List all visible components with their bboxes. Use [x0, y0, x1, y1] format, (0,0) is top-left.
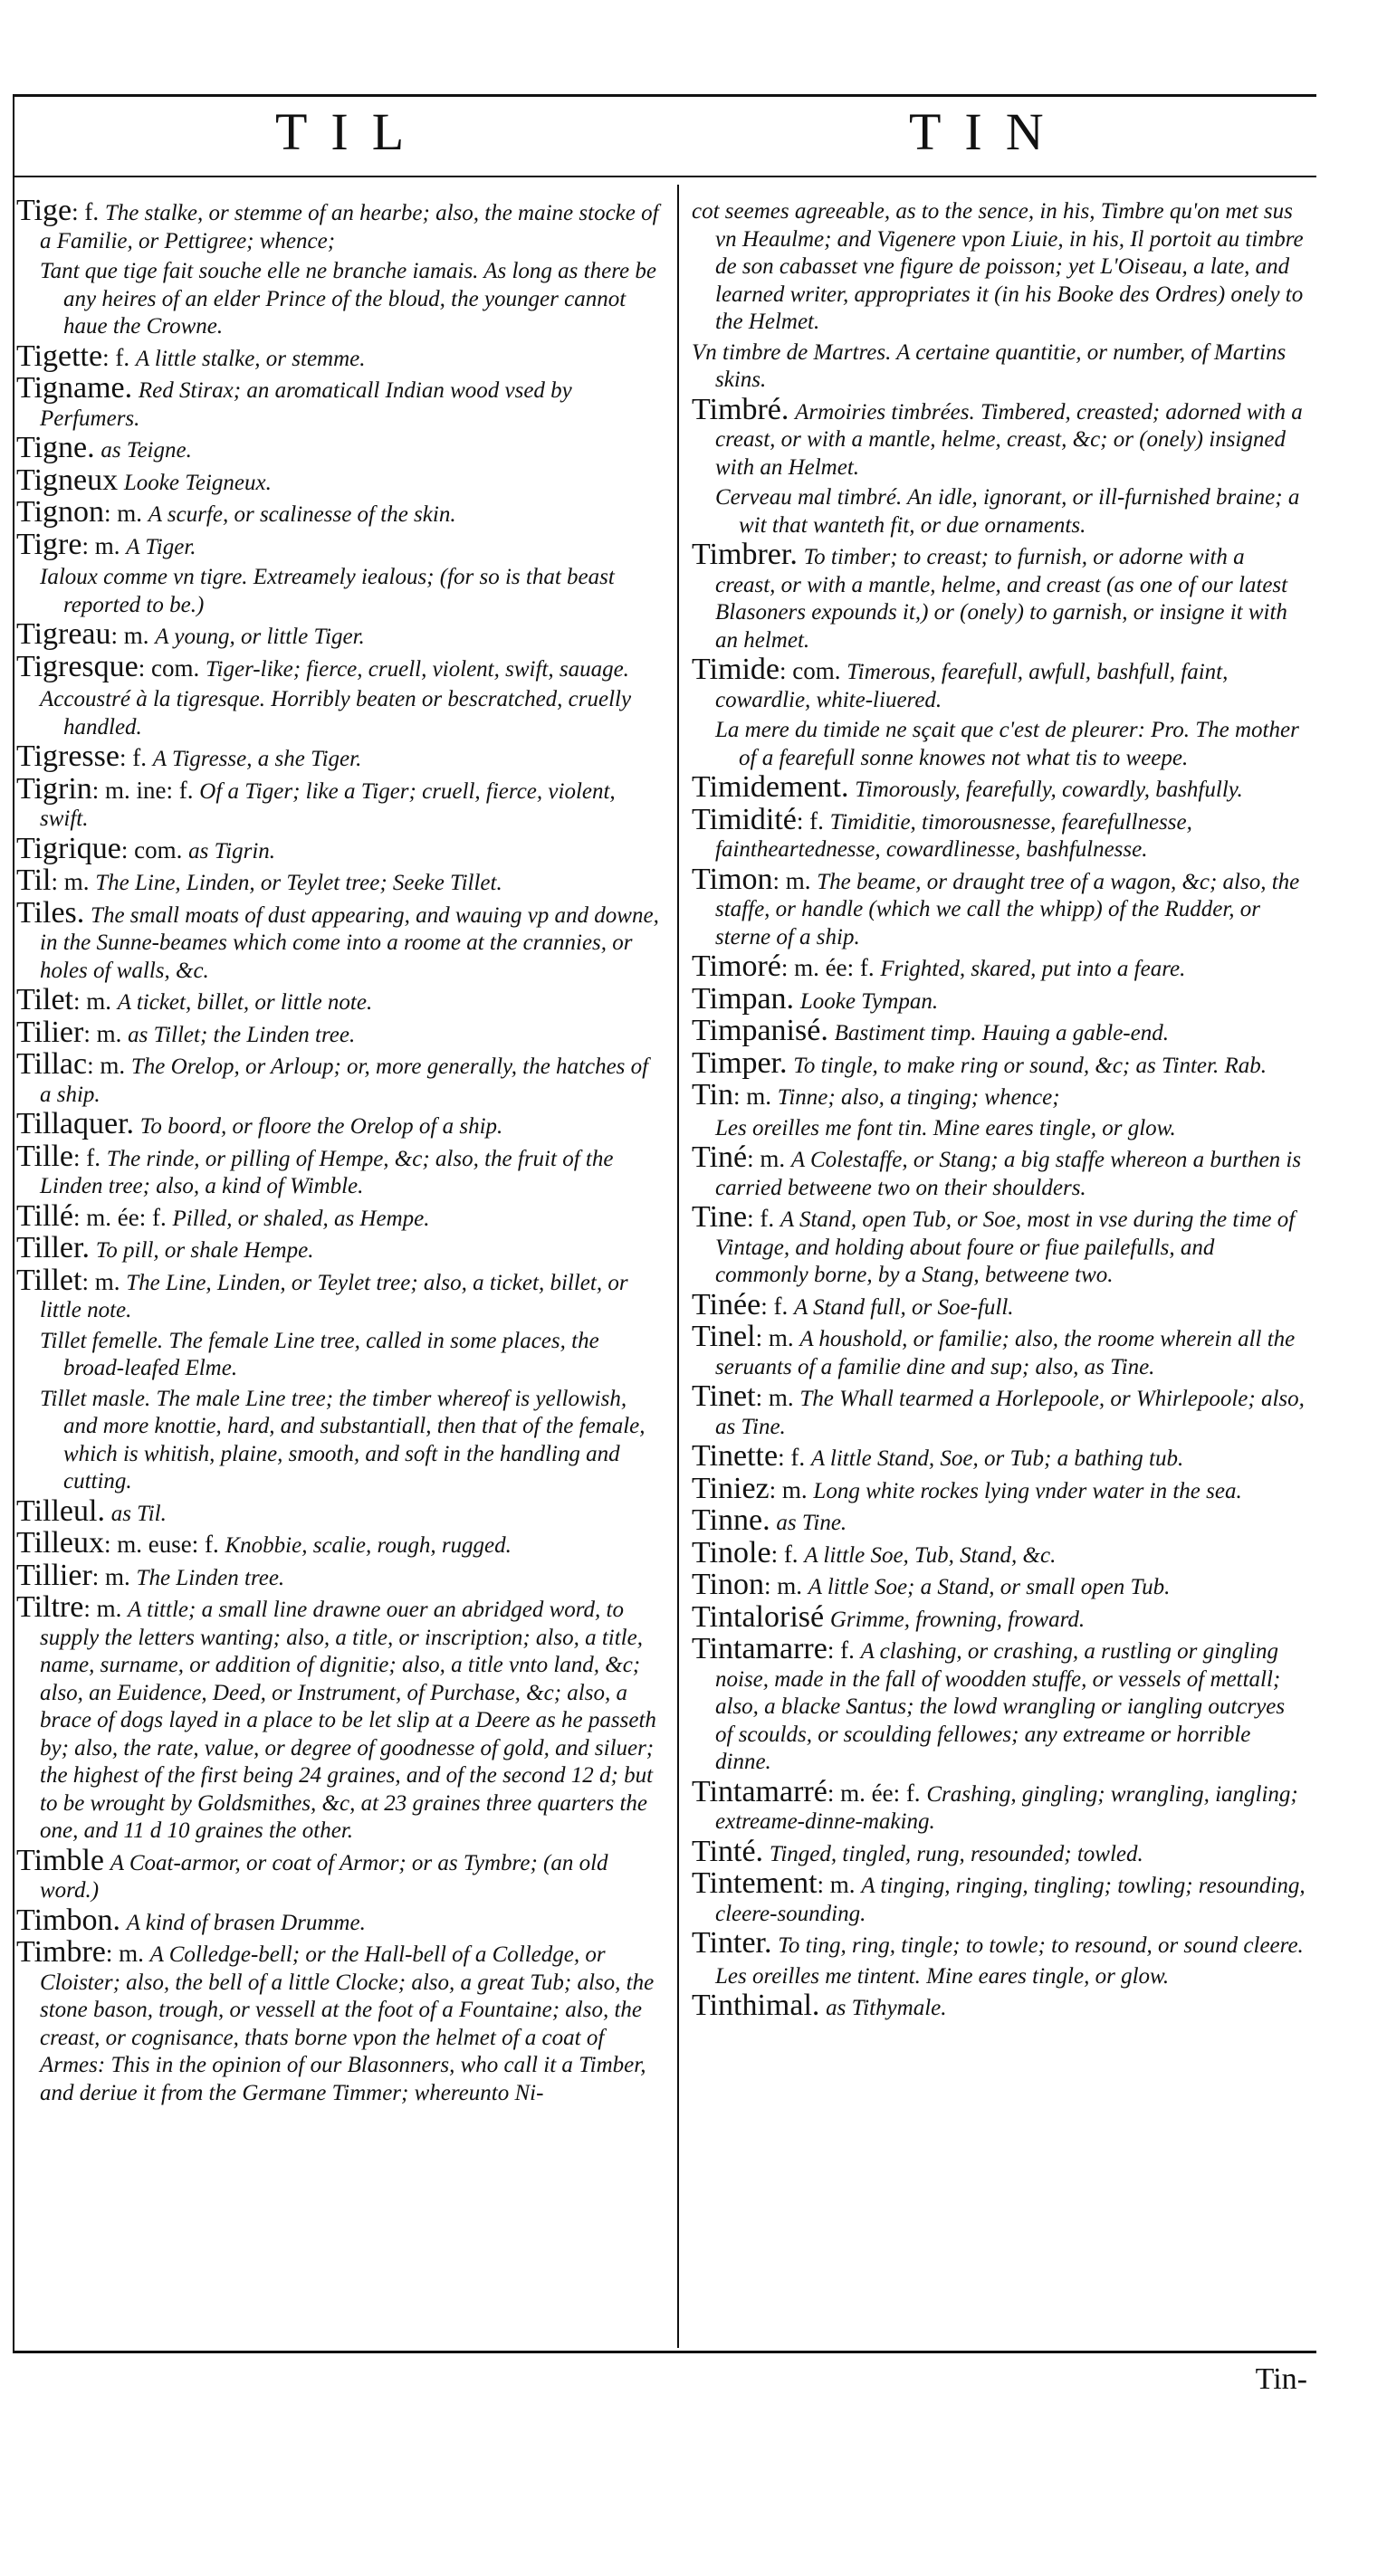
grammar-label: : m. — [105, 1940, 144, 1967]
definition: Tinged, tingled, rung, resounded; towled. — [769, 1841, 1143, 1866]
dictionary-entry — [16, 431, 663, 464]
dictionary-entry — [16, 1015, 663, 1049]
definition: Bastiment timp. Hauing a gable-end. — [834, 1021, 1169, 1045]
headword: Tillé — [16, 1198, 74, 1233]
definition: The small moats of dust appearing, and wauing vp and downe, in the Sunne-beames which come into a roome at the crannies, or holes of walls, &c. — [40, 902, 659, 983]
headword: Timidité — [692, 802, 797, 836]
grammar-label: : m. — [81, 1267, 120, 1295]
definition: Tillet femelle. The female Line tree, called in some places, the broad-leafed Elme. — [40, 1328, 599, 1380]
grammar-label: : m. — [769, 1475, 808, 1503]
definition: Frighted, skared, put into a feare. — [880, 957, 1186, 981]
definition: A houshold, or familie; also, the roome wherein all the seruants of a familie dine and sup; also, as Tine. — [715, 1327, 1296, 1379]
dictionary-entry — [16, 617, 663, 651]
headword: Timpan. — [692, 981, 795, 1016]
dictionary-entry — [16, 983, 663, 1016]
dictionary-entry — [16, 1107, 663, 1140]
grammar-label: : f. — [747, 1205, 775, 1232]
dictionary-entry — [692, 1114, 1307, 1142]
dictionary-entry — [16, 1558, 663, 1592]
page-frame — [13, 94, 1316, 2396]
dictionary-entry — [16, 527, 663, 561]
definition: To boord, or floore the Orelop of a ship. — [139, 1114, 503, 1139]
definition: The beame, or draught tree of a wagon, &c; also, the staffe, or handle (which we call the whipp) of the Rudder, or sterne of a ship. — [715, 869, 1300, 949]
dictionary-entry — [16, 463, 663, 497]
headword: Tiles. — [16, 895, 85, 930]
definition: To timber; to creast; to furnish, or adorne with a creast, or with a mantle, helme, and creast (as one of our latest Blasoners expounds it,) or (onely) to garnish, or insigne it with an helmet. — [715, 545, 1288, 653]
definition: Tiger-like; fierce, cruell, violent, swift, sauage. — [206, 656, 629, 682]
dictionary-entry — [692, 392, 1307, 482]
dictionary-entry — [16, 649, 663, 683]
grammar-label: : f. — [760, 1292, 789, 1320]
grammar-label: : m. euse: f. — [104, 1531, 219, 1558]
definition: The Line, Linden, or Teylet tree; Seeke Tillet. — [95, 871, 502, 895]
headword: Tinole — [692, 1535, 771, 1569]
grammar-label: : f. — [120, 744, 147, 771]
definition: Red Stirax; an aromaticall Indian wood vsed by Perfumers. — [40, 378, 572, 431]
headword: Tin — [692, 1078, 734, 1111]
definition: A little Soe; a Stand, or small open Tub. — [808, 1575, 1171, 1599]
grammar-label: : m. ée: f. — [73, 1203, 167, 1231]
running-head-right: TIN — [909, 102, 1067, 161]
dictionary-entry — [16, 895, 663, 985]
definition: A Coat-armor, or coat of Armor; or as Tymbre; (an old word.) — [40, 1850, 608, 1903]
dictionary-entry — [16, 1493, 663, 1528]
headword: Til — [16, 863, 52, 897]
dictionary-entry — [692, 538, 1307, 654]
definition: Cerveau mal timbré. An idle, ignorant, or ill-furnished braine; a wit that wanteth fit, or due ornaments. — [715, 485, 1300, 538]
dictionary-entry — [16, 1327, 663, 1382]
dictionary-entry — [16, 371, 663, 432]
dictionary-entry — [16, 1231, 663, 1264]
headword: Tiller. — [16, 1231, 90, 1264]
definition: The Line, Linden, or Teylet tree; also, a ticket, billet, or little note. — [40, 1270, 628, 1322]
header-rule — [13, 176, 1316, 177]
headword: Timbré. — [692, 392, 789, 426]
dictionary-entry — [692, 1200, 1307, 1289]
headword: Timper. — [692, 1045, 788, 1080]
dictionary-entry — [692, 1471, 1307, 1505]
grammar-label: : m. — [733, 1083, 772, 1110]
headword: Tinter. — [692, 1926, 772, 1960]
definition: Armoiries timbrées. Timbered, creasted; adorned with a creast, or with a mantle, helme, creast, &c; or (onely) insigned with an Helmet. — [715, 399, 1303, 480]
running-head-left: TIL — [275, 102, 428, 161]
definition: cot seemes agreeable, as to the sence, in his, Timbre qu'on met sus vn Heaulme; and Vigenere vpon Liuie, in his, Il portoit au timbre de son cabasset vne figure de poisson; yet L'Oiseau, a late, and learned writer, appropriates it (in his Booke des Ordres) onely to the Helmet. — [692, 199, 1304, 334]
headword: Tillaquer. — [16, 1107, 135, 1140]
grammar-label: : com. — [120, 835, 183, 863]
left-border — [13, 94, 14, 2353]
dictionary-entry — [692, 981, 1307, 1016]
grammar-label: : m. — [755, 1384, 794, 1411]
dictionary-entry — [692, 1379, 1307, 1440]
catchword: Tin- — [1255, 2362, 1307, 2396]
dictionary-entry — [692, 1287, 1307, 1321]
dictionary-entry — [16, 1935, 663, 2106]
definition: as Til. — [110, 1501, 167, 1526]
grammar-label: : m. — [104, 500, 143, 527]
definition: A tinging, ringing, tingling; towling; resounding, cleere-sounding. — [715, 1874, 1306, 1926]
headword: Tigette — [16, 339, 103, 373]
dictionary-entry — [16, 1198, 663, 1233]
dictionary-entry — [16, 1385, 663, 1495]
definition: A Tigresse, a she Tiger. — [152, 747, 362, 771]
definition: A young, or little Tiger. — [155, 625, 365, 649]
headword: Tigname. — [16, 371, 133, 405]
dictionary-entry — [692, 862, 1307, 951]
definition: as Teigne. — [100, 438, 192, 463]
dictionary-entry — [692, 1834, 1307, 1868]
dictionary-entry — [692, 1989, 1307, 2022]
dictionary-entry — [692, 802, 1307, 863]
headword: Timpanisé. — [692, 1014, 828, 1047]
definition: A ticket, billet, or little note. — [117, 990, 373, 1015]
headword: Timble — [16, 1843, 105, 1877]
dictionary-entry — [16, 257, 663, 340]
dictionary-entry — [692, 1774, 1307, 1836]
definition: A Stand, open Tub, or Soe, most in vse during the time of Vintage, and holding about foure or fiue pailefulls, and commonly borne, by a Stang, betweene two. — [715, 1207, 1296, 1287]
dictionary-entry — [692, 1045, 1307, 1080]
headword: Tigneux — [16, 463, 119, 497]
definition: The Whall tearmed a Horlepoole, or Whirlepoole; also, as Tine. — [715, 1387, 1305, 1439]
headword: Tigne. — [16, 431, 95, 464]
dictionary-entry — [16, 495, 663, 529]
right-column — [692, 197, 1307, 2342]
headword: Tiniez — [692, 1471, 770, 1505]
definition: To tingle, to make ring or sound, &c; as Tinter. Rab. — [793, 1053, 1267, 1078]
bottom-rule — [13, 2351, 1316, 2353]
grammar-label: : f. — [796, 806, 824, 835]
top-rule — [13, 94, 1316, 97]
dictionary-entry — [16, 1047, 663, 1108]
definition: as Tine. — [776, 1511, 847, 1535]
dictionary-entry — [692, 1503, 1307, 1537]
headword: Tinon — [692, 1568, 765, 1601]
headword: Tilet — [16, 983, 74, 1016]
headword: Tinthimal. — [692, 1989, 820, 2022]
dictionary-entry — [16, 771, 663, 833]
definition: Ialoux comme vn tigre. Extreamely iealous; (for so is that beast reported to be.) — [40, 565, 615, 617]
dictionary-entry — [692, 1320, 1307, 1380]
definition: A clashing, or crashing, a rustling or gingling noise, made in the fall of woodden stuffe, or vessels of mettall; also, a blacke Santus; the lowd wrangling or iangling outcryes of scoulds, or scoulding fellowes; any extreame or horrible dinne. — [715, 1639, 1286, 1774]
dictionary-entry — [692, 1078, 1307, 1111]
definition: To pill, or shale Hempe. — [95, 1238, 314, 1263]
definition: A scurfe, or scalinesse of the skin. — [148, 502, 456, 527]
dictionary-entry — [16, 1843, 663, 1904]
headword: Timbrer. — [692, 538, 798, 571]
headword: Tintalorisé — [692, 1599, 825, 1634]
dictionary-entry — [692, 1014, 1307, 1047]
grammar-label: : f. — [72, 198, 100, 225]
dictionary-entry — [16, 1263, 663, 1324]
definition: To ting, ring, tingle; to towle; to resound, or sound cleere. — [778, 1933, 1304, 1958]
dictionary-entry — [16, 563, 663, 618]
definition: Of a Tiger; like a Tiger; cruell, fierce, violent, swift. — [40, 778, 616, 831]
column-divider — [677, 185, 679, 2348]
definition: Pilled, or shaled, as Hempe. — [172, 1206, 430, 1231]
definition: as Tithymale. — [826, 1996, 947, 2020]
definition: The stalke, or stemme of an hearbe; also, the maine stocke of a Familie, or Pettigree; whence; — [40, 201, 659, 253]
dictionary-entry — [692, 1439, 1307, 1473]
definition: A Tiger. — [126, 534, 196, 559]
dictionary-entry — [692, 1866, 1307, 1927]
grammar-label: : f. — [770, 1540, 799, 1568]
definition: as Tigrin. — [188, 838, 276, 863]
grammar-label: : f. — [827, 1636, 855, 1664]
dictionary-entry — [692, 1632, 1307, 1776]
headword: Tiltre — [16, 1590, 84, 1624]
definition: Crashing, gingling; wrangling, iangling; extreame-dinne-making. — [715, 1781, 1298, 1834]
dictionary-entry — [692, 1926, 1307, 1960]
dictionary-entry — [16, 831, 663, 865]
headword: Tiné — [692, 1140, 748, 1174]
definition: A tittle; a small line drawne ouer an abridged word, to supply the letters wanting; also, a title, or inscription; also, a title, name, surname, or addition of dignitie; also, a title vnto land, &c; also, an Euidence, Deed, or Instrument, of Purchase, &c; also, a brace of dogs layed in a place to be let slip at a Deere as he passeth by; also, the rate, value, or degree of goodnesse of gold, and siluer; the highest of the first being 24 graines, and of the second 12 d; but to be wrought by Goldsmithes, &c, at 23 graines three quarters the one, and 11 d 10 graines the other. — [40, 1598, 656, 1843]
definition: La mere du timide ne sçait que c'est de pleurer: Pro. The mother of a fearefull sonne knowes not what tis to weepe. — [715, 718, 1299, 770]
definition: Les oreilles me font tin. Mine eares tingle, or glow. — [715, 1115, 1176, 1140]
definition: The Orelop, or Arloup; or, more generally, the hatches of a ship. — [40, 1054, 649, 1107]
dictionary-entry — [692, 1962, 1307, 1990]
headword: Timidement. — [692, 770, 849, 804]
definition: The rinde, or pilling of Hempe, &c; also, the fruit of the Linden tree; also, a kind of Wimble. — [40, 1146, 614, 1198]
headword: Tilier — [16, 1015, 84, 1049]
grammar-label: : m. — [51, 868, 90, 895]
grammar-label: : m. — [91, 1562, 130, 1590]
grammar-label: : m. — [83, 1019, 122, 1047]
definition: as Tillet; the Linden tree. — [128, 1022, 356, 1047]
grammar-label: : com. — [138, 654, 200, 682]
definition: Long white rockes lying vnder water in the sea. — [813, 1478, 1242, 1503]
headword: Tigresque — [16, 649, 139, 683]
dictionary-entry — [692, 653, 1307, 713]
headword: Tigrique — [16, 831, 121, 865]
definition: A Colestaffe, or Stang; a big staffe whereon a burthen is carried betweene two on their shoulders. — [715, 1148, 1302, 1200]
definition: Tant que tige fait souche elle ne branche iamais. As long as there be any heires of an elder Prince of the bloud, the younger cannot haue the Crowne. — [40, 259, 656, 339]
headword: Timide — [692, 653, 780, 686]
headword: Tillet — [16, 1263, 82, 1297]
definition: A Colledge-bell; or the Hall-bell of a Colledge, or Cloister; also, the bell of a little Clocke; also, a great Tub; also, the stone bason, trough, or vessell at the foot of a Fountaine; also, the creast, or cognisance, thats borne vpon the helmet of a coat of Armes: This in the opinion of our Blasonners, who call it a Timber, and deriue it from the Germane Timmer; whereunto Ni- — [40, 1942, 655, 2105]
headword: Tillac — [16, 1047, 88, 1081]
dictionary-entry — [692, 770, 1307, 804]
grammar-label: : m. ée: f. — [827, 1779, 921, 1807]
grammar-label: : m. — [764, 1572, 803, 1599]
grammar-label: : m. — [772, 866, 811, 894]
definition: A little Soe, Tub, Stand, &c. — [804, 1542, 1057, 1568]
headword: Tige — [16, 197, 72, 227]
grammar-label: : f. — [102, 343, 130, 371]
definition: Tillet masle. The male Line tree; the timber whereof is yellowish, and more knottie, hard, and substantiall, then that of the female, which is whitish, plaine, smooth, and soft in the handling and cutting. — [40, 1386, 646, 1493]
headword: Tintamarré — [692, 1774, 827, 1808]
definition: Looke Teigneux. — [123, 470, 272, 495]
dictionary-entry — [692, 1599, 1307, 1634]
headword: Tintement — [692, 1866, 818, 1900]
definition: A kind of brasen Drumme. — [126, 1910, 366, 1935]
grammar-label: : m. — [87, 1052, 126, 1079]
dictionary-entry — [692, 1535, 1307, 1569]
definition: Accoustré à la tigresque. Horribly beaten or bescratched, cruelly handled. — [40, 687, 632, 739]
dictionary-entry — [16, 1903, 663, 1937]
headword: Tinette — [692, 1439, 779, 1473]
definition: Timorously, fearefully, cowardly, bashfully. — [855, 778, 1243, 802]
dictionary-entry — [692, 339, 1307, 394]
headword: Tille — [16, 1139, 74, 1173]
left-column — [16, 197, 663, 2342]
definition: Looke Tympan. — [799, 988, 939, 1014]
dictionary-entry — [16, 1590, 663, 1845]
dictionary-entry — [16, 685, 663, 740]
definition: Tinne; also, a tinging; whence; — [777, 1085, 1060, 1110]
definition: Knobbie, scalie, rough, rugged. — [225, 1533, 512, 1558]
dictionary-entry — [692, 1568, 1307, 1601]
headword: Tilleux — [16, 1526, 105, 1560]
grammar-label: : f. — [73, 1143, 101, 1171]
headword: Timbre — [16, 1935, 106, 1969]
dictionary-entry — [16, 1139, 663, 1200]
headword: Tinne. — [692, 1503, 770, 1537]
dictionary-entry — [692, 716, 1307, 771]
headword: Tigresse — [16, 739, 120, 773]
definition: Les oreilles me tintent. Mine eares tingle, or glow. — [715, 1963, 1170, 1989]
dictionary-entry — [16, 197, 663, 254]
definition: Timerous, fearefull, awfull, bashfull, faint, cowardlie, white-liuered. — [715, 660, 1229, 712]
headword: Tinée — [692, 1287, 761, 1321]
headword: Tigrin — [16, 771, 92, 806]
grammar-label: : m. ée: f. — [780, 954, 875, 981]
definition: A little stalke, or stemme. — [135, 346, 366, 371]
headword: Tignon — [16, 495, 105, 529]
grammar-label: : m. — [83, 1595, 122, 1622]
grammar-label: : m. — [110, 622, 149, 649]
grammar-label: : m. — [755, 1324, 794, 1351]
headword: Tinet — [692, 1379, 756, 1413]
grammar-label: : f. — [778, 1444, 806, 1471]
headword: Timoré — [692, 949, 781, 983]
grammar-label: : m. ine: f. — [91, 776, 194, 804]
dictionary-entry — [16, 1526, 663, 1560]
dictionary-entry — [16, 739, 663, 773]
headword: Tinté. — [692, 1834, 764, 1868]
headword: Tigre — [16, 527, 82, 561]
grammar-label: : m. — [81, 531, 120, 559]
headword: Tigreau — [16, 617, 111, 651]
definition: A little Stand, Soe, or Tub; a bathing tub. — [810, 1446, 1184, 1471]
dictionary-entry — [16, 863, 663, 897]
grammar-label: : m. — [817, 1871, 856, 1898]
definition: The Linden tree. — [136, 1565, 285, 1590]
dictionary-entry — [16, 339, 663, 373]
dictionary-entry — [692, 1140, 1307, 1201]
headword: Timbon. — [16, 1903, 120, 1937]
definition: Timiditie, timorousnesse, fearefullnesse, faintheartednesse, cowardlinesse, bashfulnesse. — [715, 809, 1192, 862]
grammar-label: : m. — [73, 987, 112, 1015]
headword: Tintamarre — [692, 1632, 827, 1665]
definition: A Stand full, or Soe-full. — [793, 1294, 1014, 1320]
headword: Timon — [692, 862, 773, 896]
definition: Grimme, frowning, froward. — [829, 1607, 1086, 1632]
headword: Tilleul. — [16, 1493, 105, 1528]
headword: Tine — [692, 1200, 748, 1234]
grammar-label: : com. — [780, 657, 841, 684]
dictionary-entry — [692, 483, 1307, 539]
dictionary-entry — [692, 197, 1307, 336]
dictionary-entry — [692, 949, 1307, 983]
grammar-label: : m. — [747, 1145, 786, 1172]
headword: Tillier — [16, 1558, 92, 1592]
definition: Vn timbre de Martres. A certaine quantitie, or number, of Martins skins. — [692, 339, 1287, 392]
headword: Tinel — [692, 1320, 756, 1353]
